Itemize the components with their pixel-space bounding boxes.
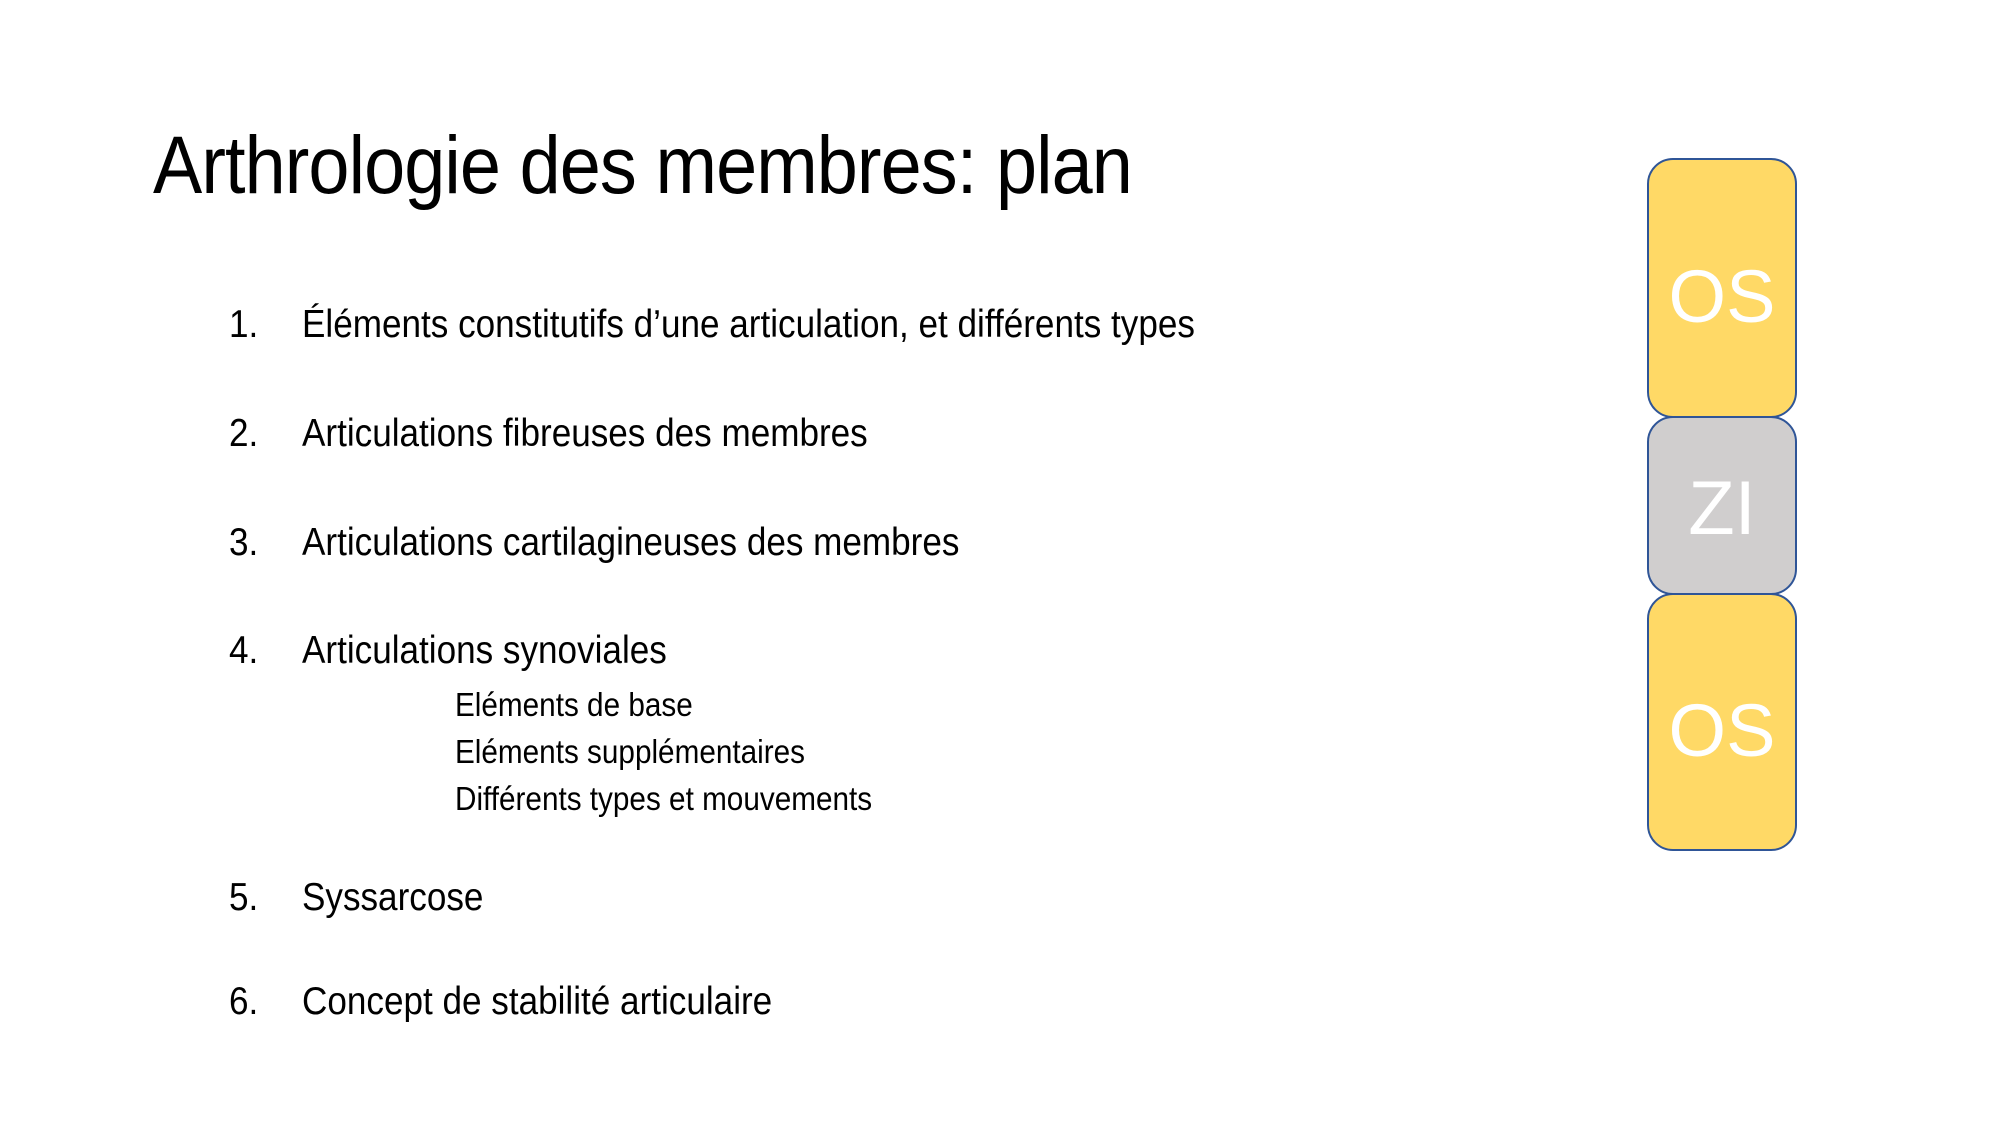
bone-block-top — [1647, 158, 1797, 418]
zone-label: ZI — [1688, 465, 1756, 551]
bone-label: OS — [1668, 689, 1776, 772]
slide-title: Arthrologie des membres: plan — [153, 120, 1132, 211]
list-number: 4. — [229, 629, 259, 672]
list-label: Éléments constitutifs d’une articulation, et différents types — [302, 303, 1195, 346]
list-label: Articulations cartilagineuses des membres — [302, 521, 960, 564]
list-item-1 — [0, 300, 1300, 350]
interosseous-zone-block — [1647, 416, 1797, 595]
list-item-3 — [0, 518, 1300, 568]
list-number: 6. — [229, 980, 259, 1023]
list-number: 5. — [229, 876, 259, 919]
list-number: 3. — [229, 521, 259, 564]
sub-item-2: Eléments supplémentaires — [455, 733, 805, 770]
sub-item-1: Eléments de base — [455, 686, 693, 723]
list-item-5 — [0, 873, 1300, 923]
list-item-6 — [0, 977, 1300, 1027]
list-label: Syssarcose — [302, 876, 484, 919]
list-label: Concept de stabilité articulaire — [302, 980, 773, 1023]
list-label: Articulations fibreuses des membres — [302, 412, 868, 455]
list-item-2 — [0, 409, 1300, 459]
list-item-4 — [0, 626, 1300, 676]
sub-item-3: Différents types et mouvements — [455, 780, 873, 817]
list-label: Articulations synoviales — [302, 629, 667, 672]
bone-label: OS — [1668, 255, 1776, 338]
bone-block-bottom — [1647, 593, 1797, 851]
list-number: 1. — [229, 303, 259, 346]
list-number: 2. — [229, 412, 259, 455]
